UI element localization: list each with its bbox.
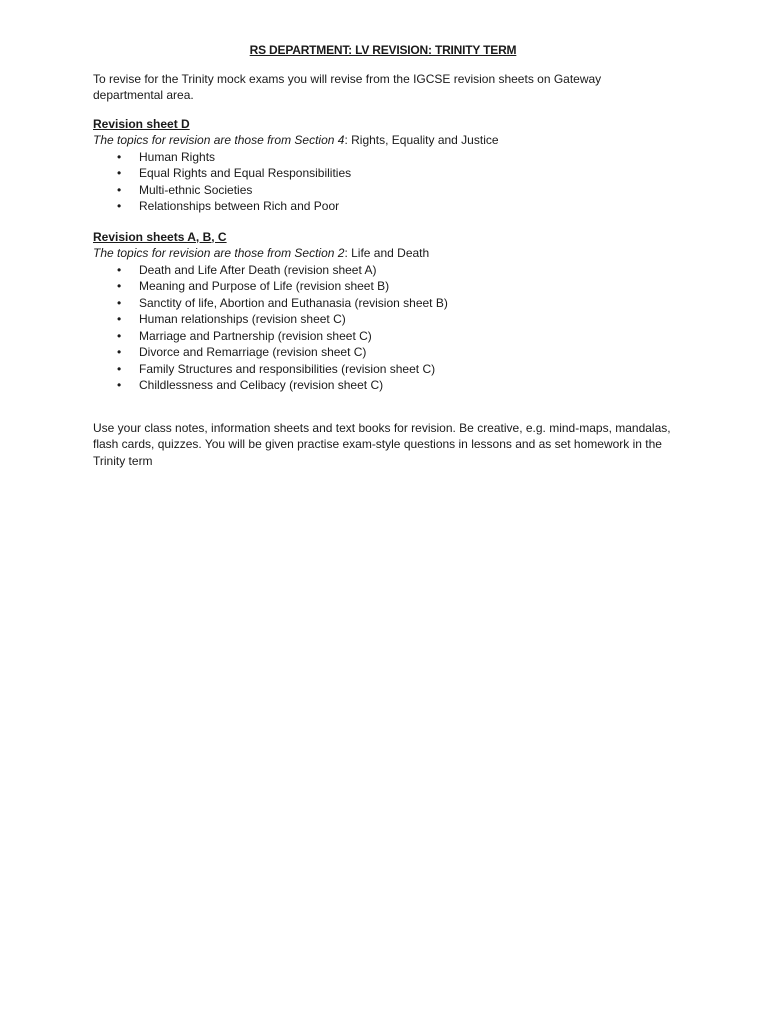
bullet-icon: •	[117, 199, 122, 213]
list-item-text: Equal Rights and Equal Responsibilities	[139, 166, 352, 180]
list-item-text: Relationships between Rich and Poor	[139, 199, 340, 213]
bullet-icon: •	[117, 279, 122, 293]
section-d-heading: Revision sheet D	[93, 116, 190, 131]
section-revision-sheet-d	[93, 116, 673, 215]
list-item	[93, 149, 673, 166]
list-item-text: Divorce and Remarriage (revision sheet C)	[139, 345, 367, 359]
list-item	[93, 344, 673, 361]
list-item	[93, 295, 673, 312]
section-abc-heading: Revision sheets A, B, C	[93, 229, 227, 244]
section-abc-subtitle	[93, 245, 673, 262]
section-abc-subtitle-topic: : Life and Death	[344, 246, 430, 260]
list-item	[93, 311, 673, 328]
bullet-icon: •	[117, 361, 122, 376]
list-item	[93, 262, 673, 279]
list-item	[93, 278, 673, 295]
list-item	[93, 377, 673, 394]
section-abc-subtitle-italic: The topics for revision are those from Section 2	[93, 246, 345, 260]
list-item-text: Human relationships (revision sheet C)	[139, 312, 346, 326]
list-item-text: Meaning and Purpose of Life (revision sheet B)	[139, 279, 390, 293]
list-item	[93, 328, 673, 345]
bullet-icon: •	[117, 262, 122, 277]
list-item-text: Childlessness and Celibacy (revision sheet C)	[139, 378, 384, 392]
intro-paragraph: To revise for the Trinity mock exams you will revise from the IGCSE revision sheets on Gateway departmental area.	[93, 71, 602, 102]
section-d-subtitle-italic: The topics for revision are those from Section 4	[93, 133, 345, 147]
document-page	[93, 42, 673, 481]
document-title: RS DEPARTMENT: LV REVISION: TRINITY TERM	[249, 43, 517, 57]
list-item-text: Death and Life After Death (revision sheet A)	[139, 262, 377, 277]
bullet-icon: •	[117, 312, 122, 326]
section-revision-sheets-abc	[93, 229, 673, 394]
list-item	[93, 182, 673, 199]
list-item-text: Sanctity of life, Abortion and Euthanasia (revision sheet B)	[139, 295, 448, 310]
list-item	[93, 198, 673, 215]
section-d-topic-list	[93, 149, 673, 215]
closing-paragraph: Use your class notes, information sheets and text books for revision. Be creative, e.g. mind-maps, mandalas, flash cards, quizzes. You will be given practise exam-style questions in lessons and as set homework in the Trinity term	[93, 420, 671, 468]
section-abc-topic-list	[93, 262, 673, 394]
section-d-subtitle-topic: : Rights, Equality and Justice	[344, 133, 499, 147]
list-item	[93, 165, 673, 182]
list-item-text: Multi-ethnic Societies	[139, 182, 253, 197]
bullet-icon: •	[117, 328, 122, 343]
bullet-icon: •	[117, 378, 122, 392]
bullet-icon: •	[117, 295, 122, 310]
list-item-text: Human Rights	[139, 149, 216, 164]
list-item-text: Marriage and Partnership (revision sheet C)	[139, 328, 372, 343]
bullet-icon: •	[117, 166, 122, 180]
list-item	[93, 361, 673, 378]
list-item-text: Family Structures and responsibilities (revision sheet C)	[139, 361, 436, 376]
bullet-icon: •	[117, 149, 122, 164]
bullet-icon: •	[117, 182, 122, 197]
section-d-subtitle	[93, 132, 673, 149]
bullet-icon: •	[117, 345, 122, 359]
